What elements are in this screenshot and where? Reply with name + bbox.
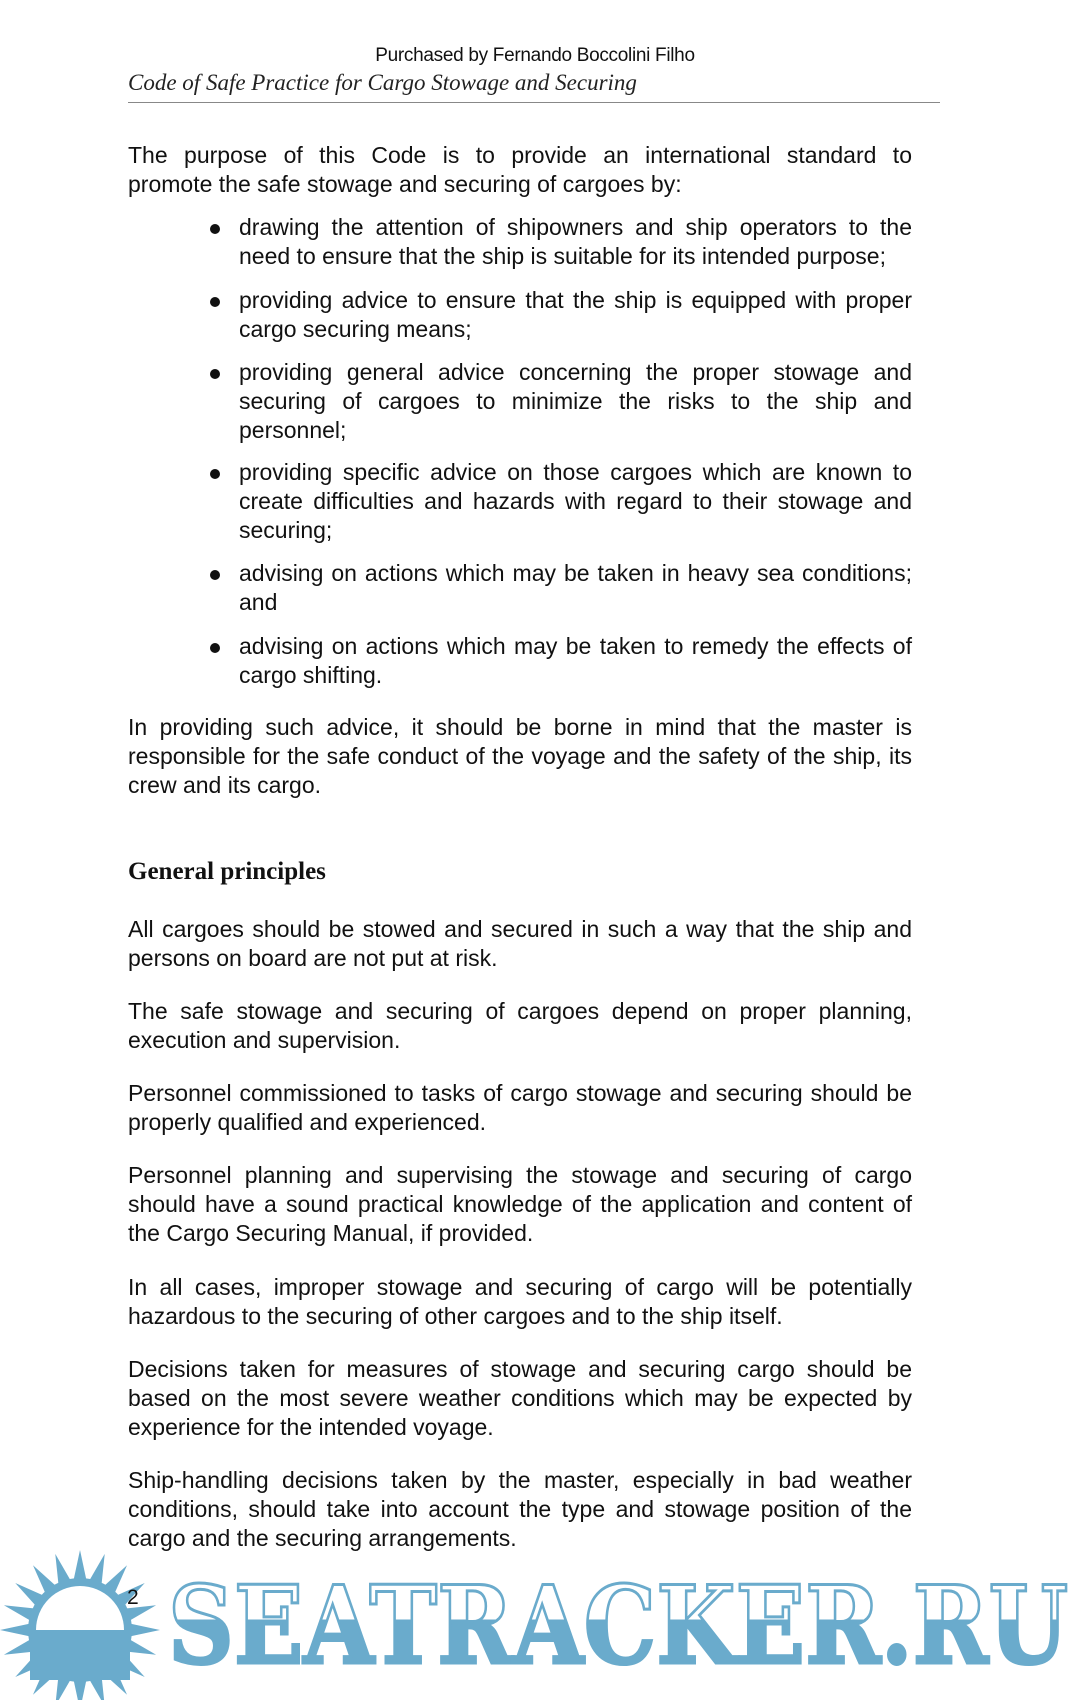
text-line: execution and supervision. (128, 1027, 401, 1053)
text-line: Decisions taken for measures of stowage and securing cargo should be (128, 1356, 912, 1382)
bullet-icon (210, 224, 220, 234)
text-line: providing advice to ensure that the ship is equipped with proper (239, 287, 912, 313)
page-number: 2 (127, 1586, 139, 1609)
text-line: promote the safe stowage and securing of cargoes by: (128, 171, 682, 197)
text-line: The safe stowage and securing of cargoes depend on proper planning, (128, 998, 912, 1024)
text-line: conditions, should take into account the type and stowage position of the (128, 1496, 912, 1522)
bullet-item (239, 213, 912, 271)
text-line: and (239, 589, 278, 615)
intro-paragraph (128, 141, 912, 199)
text-line: create difficulties and hazards with regard to their stowage and (239, 488, 912, 514)
text-line: based on the most severe weather conditions which may be expected by (128, 1385, 912, 1411)
closing-paragraph (128, 713, 912, 800)
text-line: cargo shifting. (239, 662, 383, 688)
text-line: All cargoes should be stowed and secured in such a way that the ship and (128, 916, 912, 942)
text-line: persons on board are not put at risk. (128, 945, 498, 971)
sun-icon (0, 1550, 160, 1700)
bullet-item (239, 632, 912, 690)
bullet-icon (210, 469, 220, 479)
text-line: In all cases, improper stowage and securing of cargo will be potentially (128, 1274, 912, 1300)
watermark-text: SEATRACKER.RU (168, 1563, 1068, 1689)
text-line: securing; (239, 517, 333, 543)
bullet-icon (210, 297, 220, 307)
principle-paragraph (128, 1355, 912, 1442)
text-line: advising on actions which may be taken to remedy the effects of (239, 633, 912, 659)
text-line: personnel; (239, 417, 347, 443)
header-divider (128, 102, 940, 103)
text-line: drawing the attention of shipowners and ship operators to the (239, 214, 912, 240)
bullet-icon (210, 643, 220, 653)
text-line: providing general advice concerning the proper stowage and (239, 359, 912, 385)
running-title: Code of Safe Practice for Cargo Stowage and Securing (128, 70, 637, 95)
principle-paragraph (128, 997, 912, 1055)
text-line: need to ensure that the ship is suitable for its intended purpose; (239, 243, 886, 269)
principle-paragraph (128, 1273, 912, 1331)
principle-paragraph (128, 1161, 912, 1248)
bullet-item (239, 458, 912, 545)
text-line: cargo securing means; (239, 316, 472, 342)
text-line: cargo and the securing arrangements. (128, 1525, 517, 1551)
text-line: properly qualified and experienced. (128, 1109, 487, 1135)
text-line: the Cargo Securing Manual, if provided. (128, 1220, 534, 1246)
bullet-item (239, 358, 912, 445)
text-line: Ship-handling decisions taken by the master, especially in bad weather (128, 1467, 912, 1493)
bullet-icon (210, 369, 220, 379)
text-line: providing specific advice on those cargoes which are known to (239, 459, 912, 485)
text-line: should have a sound practical knowledge of the application and content of (128, 1191, 912, 1217)
bullet-item (239, 559, 912, 617)
bullet-icon (210, 570, 220, 580)
text-line: hazardous to the securing of other cargoes and to the ship itself. (128, 1303, 783, 1329)
principle-paragraph (128, 915, 912, 973)
bullet-item (239, 286, 912, 344)
principle-paragraph (128, 1079, 912, 1137)
text-line: securing of cargoes to minimize the risks to the ship and (239, 388, 912, 414)
section-heading: General principles (128, 858, 326, 885)
text-line: The purpose of this Code is to provide an international standard to (128, 142, 912, 168)
text-line: In providing such advice, it should be borne in mind that the master is (128, 714, 912, 740)
text-line: advising on actions which may be taken in heavy sea conditions; (239, 560, 912, 586)
text-line: crew and its cargo. (128, 772, 322, 798)
text-line: Personnel commissioned to tasks of cargo stowage and securing should be (128, 1080, 912, 1106)
principle-paragraph (128, 1466, 912, 1553)
watermark-logo (0, 1545, 1080, 1700)
purchase-notice: Purchased by Fernando Boccolini Filho (375, 45, 695, 66)
text-line: Personnel planning and supervising the stowage and securing of cargo (128, 1162, 912, 1188)
text-line: experience for the intended voyage. (128, 1414, 494, 1440)
text-line: responsible for the safe conduct of the voyage and the safety of the ship, its (128, 743, 912, 769)
